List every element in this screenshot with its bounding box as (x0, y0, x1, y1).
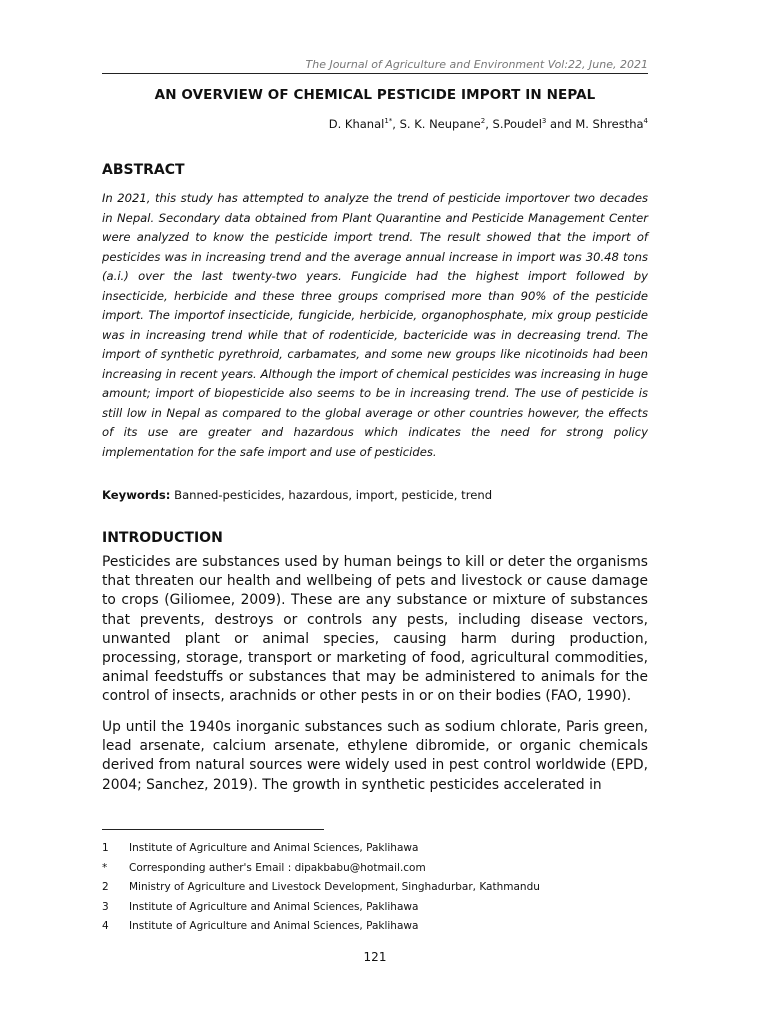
page-number: 121 (363, 950, 387, 964)
author-4-affiliation: 4 (643, 117, 648, 126)
keywords-line (102, 488, 492, 502)
author-1-affiliation: 1* (384, 117, 393, 126)
footnote (102, 881, 648, 901)
footnote-mark: 3 (102, 900, 109, 913)
author-3: , S.Poudel (485, 117, 542, 131)
footnote-text: Ministry of Agriculture and Livestock Development, Singhadurbar, Kathmandu (129, 881, 540, 893)
abstract-heading: ABSTRACT (102, 162, 185, 178)
author-2: , S. K. Neupane (392, 117, 481, 131)
footnote-mark: 4 (102, 920, 109, 932)
introduction-heading: INTRODUCTION (102, 530, 223, 546)
footnote (102, 920, 648, 940)
keywords-text: Banned-pesticides, hazardous, import, pesticide, trend (170, 488, 493, 502)
footnote (102, 901, 648, 921)
footnote-text: Institute of Agriculture and Animal Sciences, Paklihawa (129, 900, 419, 913)
running-header: The Journal of Agriculture and Environment Vol:22, June, 2021 (305, 58, 648, 71)
footnote-mark: 1 (102, 842, 109, 854)
author-1: D. Khanal (328, 117, 385, 131)
keywords-label: Keywords: (102, 488, 171, 502)
footnotes (102, 842, 648, 940)
footnote-text: Institute of Agriculture and Animal Sciences, Paklihawa (129, 842, 419, 854)
author-2-affiliation: 2 (480, 117, 486, 126)
footnote-text: Institute of Agriculture and Animal Sciences, Paklihawa (129, 920, 419, 932)
author-3-affiliation: 3 (541, 117, 547, 126)
introduction-paragraph-2: Up until the 1940s inorganic substances such as sodium chlorate, Paris green, lead arsenate, calcium arsenate, ethylene dibromide, or organic chemicals derived from natural sources were widely used in pest control worldwide (EPD, 2004; Sanchez, 2019). The growth in synthetic pesticides accelerated in (102, 719, 648, 793)
author-4: and M. Shrestha (546, 117, 644, 131)
introduction-paragraph-1: Pesticides are substances used by human beings to kill or deter the organisms that threaten our health and wellbeing of pets and livestock or cause damage to crops (Giliomee, 2009). These are any substance or mixture of substances that prevents, destroys or controls any pests, including disease vectors, unwanted plant or animal species, causing harm during production, processing, storage, transport or marketing of food, agricultural commodities, animal feedstuffs or substances that may be administered to animals for the control of insects, arachnids or other pests in or on their bodies (FAO, 1990). (102, 554, 648, 705)
author-line (329, 117, 648, 131)
paper-title: AN OVERVIEW OF CHEMICAL PESTICIDE IMPORT IN NEPAL (154, 87, 596, 103)
footnote-mark: * (102, 861, 108, 874)
footnote-mark: 2 (102, 881, 109, 893)
footnote (102, 842, 648, 862)
footnote-text: Corresponding auther's Email : dipakbabu@hotmail.com (129, 861, 426, 874)
footnote-rule (102, 829, 324, 830)
footnote (102, 862, 648, 882)
header-rule (102, 73, 648, 74)
abstract-text: In 2021, this study has attempted to analyze the trend of pesticide importover two decades in Nepal. Secondary data obtained from Plant Quarantine and Pesticide Management Center were analyzed to know the pesticide import trend. The result showed that the import of pesticides was in increasing trend and the average annual increase in import was 30.48 tons (a.i.) over the last twenty-two years. Fungicide had the highest import followed by insecticide, herbicide and these three groups comprised more than 90% of the pesticide import. The importof insecticide, fungicide, herbicide, organophosphate, mix group pesticide was in increasing trend while that of rodenticide, bactericide was in decreasing trend. The import of synthetic pyrethroid, carbamates, and some new groups like nicotinoids had been increasing in recent years. Although the import of chemical pesticides was increasing in huge amount; import of biopesticide also seems to be in increasing trend. The use of pesticide is still low in Nepal as compared to the global average or other countries however, the effects of its use are greater and hazardous which indicates the need for strong policy implementation for the safe import and use of pesticides. (102, 191, 648, 459)
